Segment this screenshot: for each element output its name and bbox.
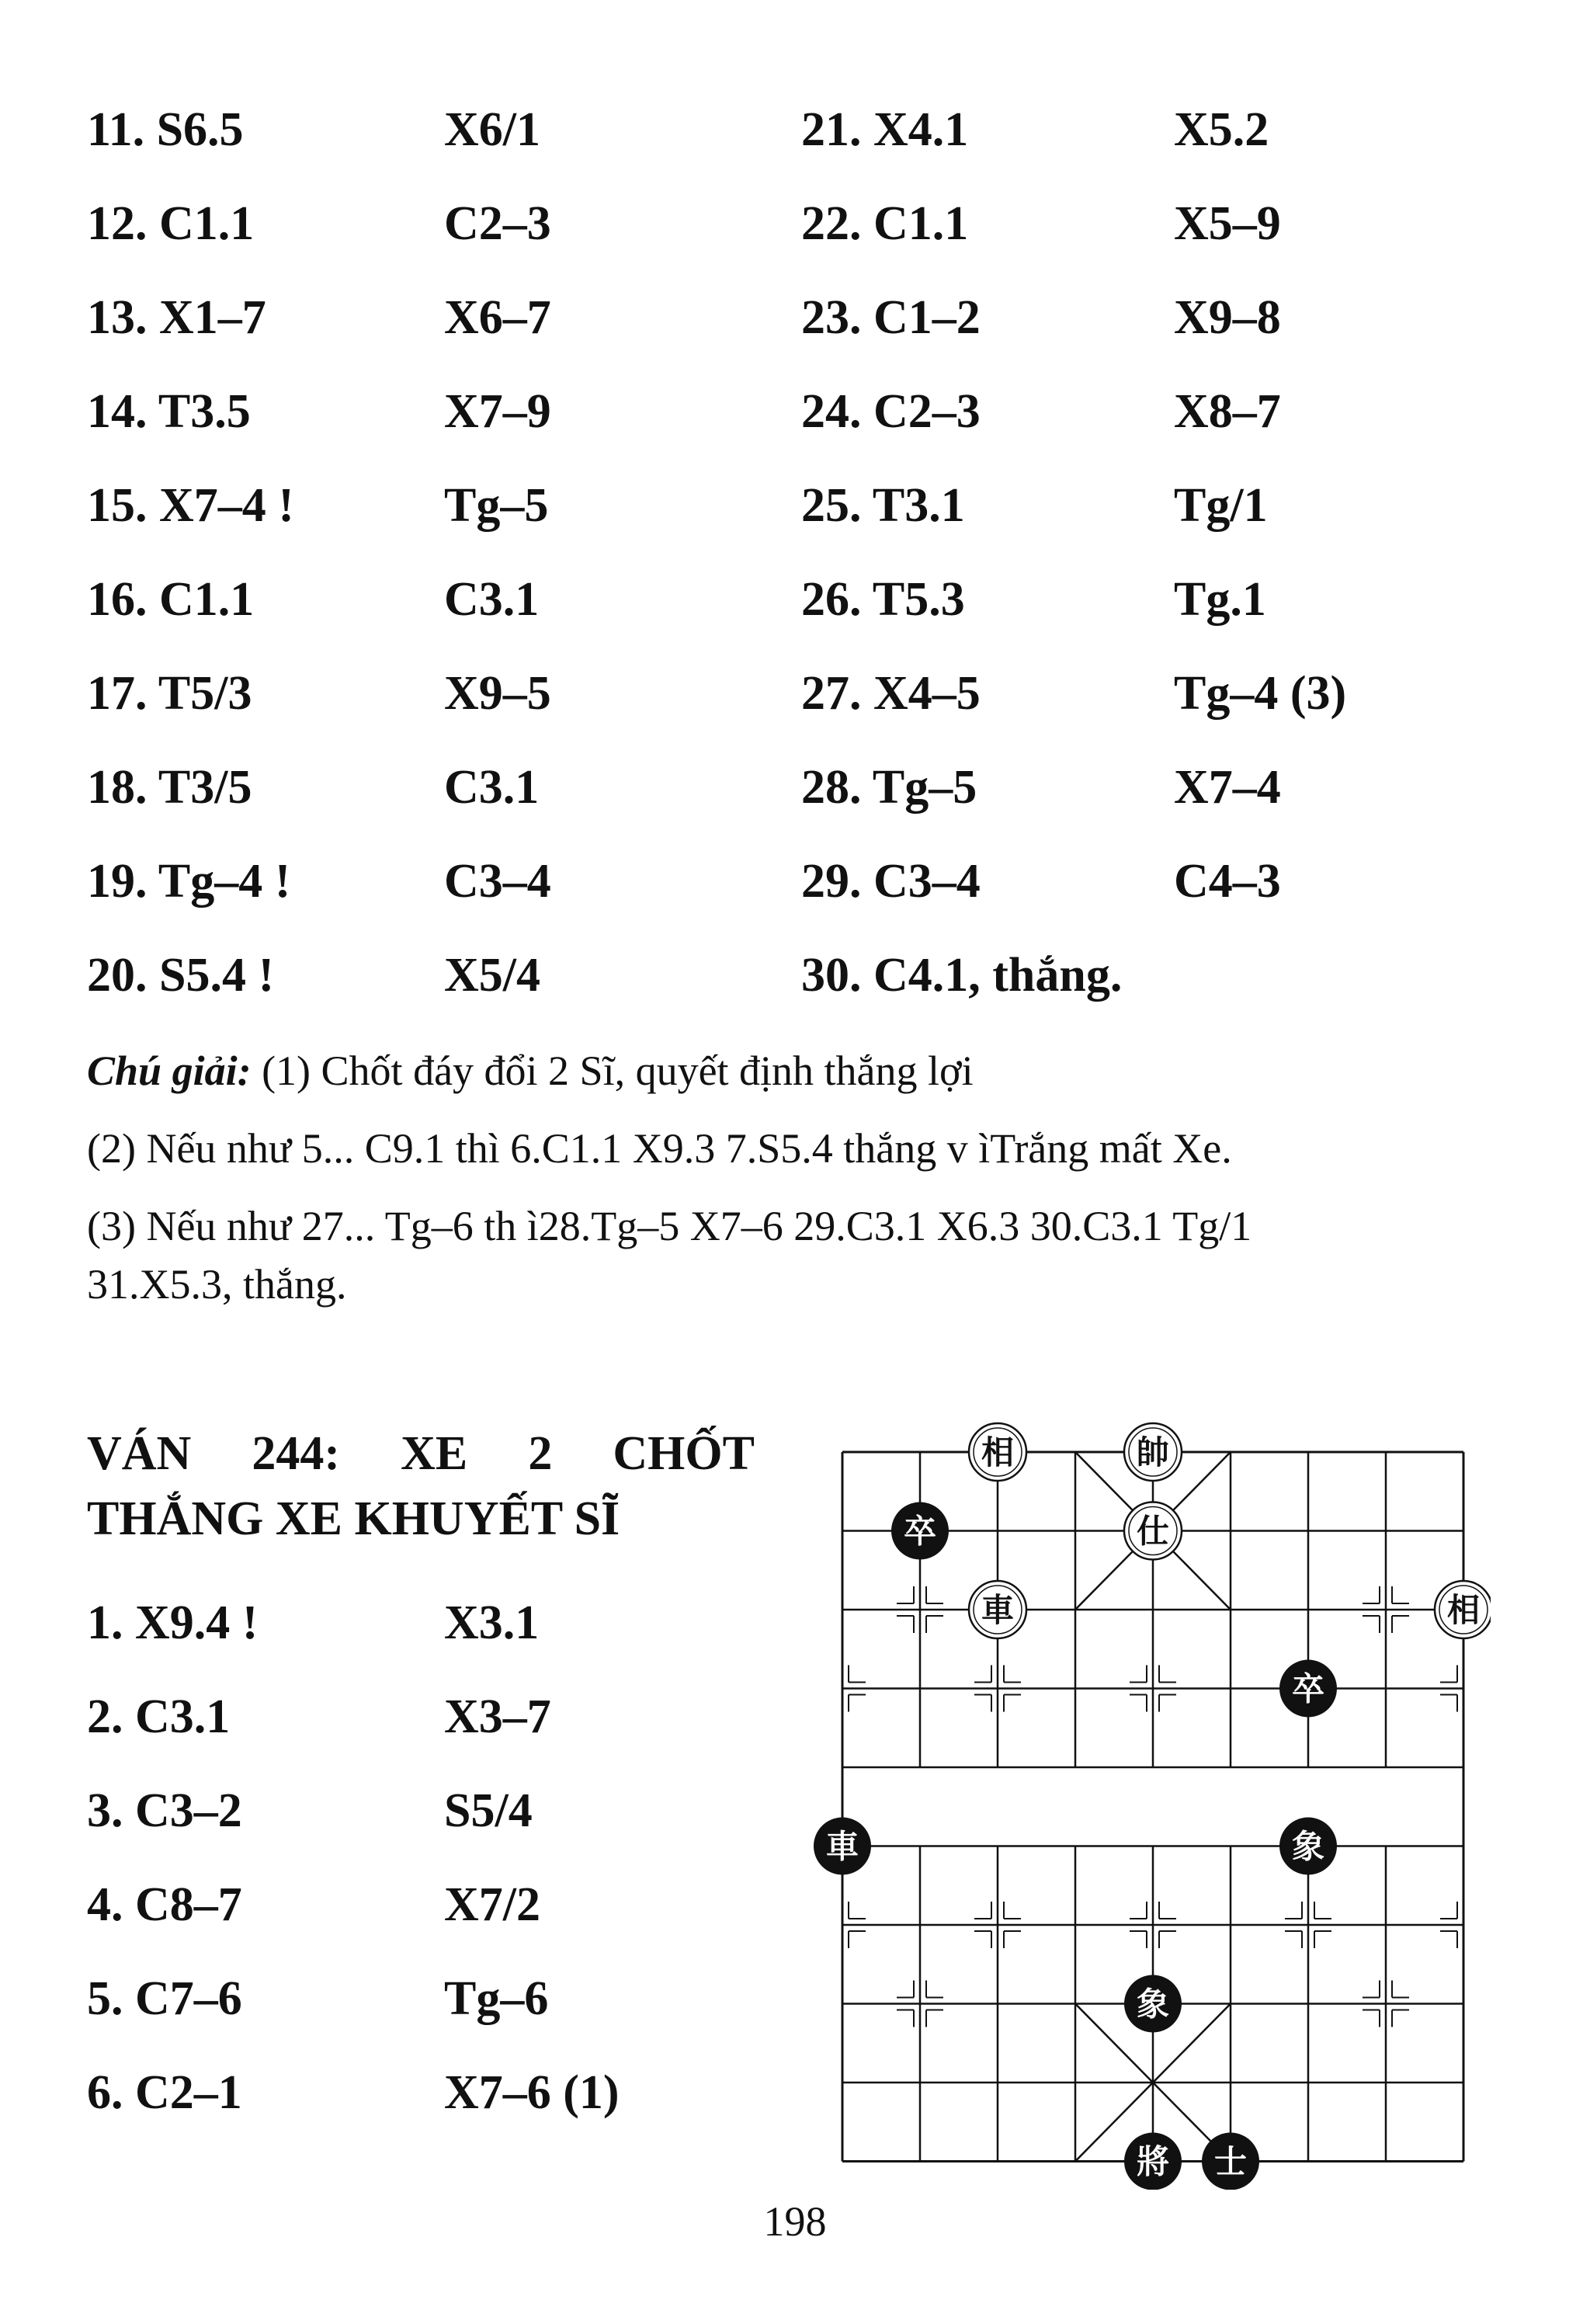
- move-cell: 28. Tg–5: [801, 761, 977, 814]
- red-piece: [1124, 1423, 1182, 1481]
- black-piece: [891, 1502, 949, 1560]
- note-1-text: (1) Chốt đáy đổi 2 Sĩ, quyết định thắng lợi: [251, 1047, 974, 1094]
- move-cell: 19. Tg–4 !: [87, 855, 291, 908]
- note-3: (3) Nếu như 27... Tg–6 th ì28.Tg–5 X7–6 29.C3.1 X6.3 30.C3.1 Tg/1: [87, 1203, 1252, 1249]
- piece-glyph: 相: [1446, 1591, 1481, 1629]
- xiangqi-board: [776, 1390, 1491, 2190]
- black-piece: [1124, 1975, 1182, 2033]
- black-piece: [1279, 1660, 1337, 1718]
- piece-glyph: 象: [1291, 1827, 1325, 1866]
- note-label: Chú giải:: [87, 1047, 252, 1094]
- black-piece: [1279, 1818, 1337, 1875]
- move-cell: 14. T3.5: [87, 385, 251, 438]
- move-cell: 26. T5.3: [801, 573, 965, 626]
- move-cell: 30. C4.1, thắng.: [801, 949, 1123, 1002]
- move-cell: C3–4: [444, 855, 551, 908]
- move-cell: Tg.1: [1174, 573, 1266, 626]
- move-cell: 6. C2–1: [87, 2066, 242, 2119]
- piece-glyph: 士: [1213, 2142, 1248, 2181]
- red-piece: [969, 1423, 1026, 1481]
- piece-glyph: 帥: [1136, 1433, 1170, 1471]
- move-cell: X9–8: [1174, 291, 1281, 344]
- move-cell: X7–6 (1): [444, 2066, 620, 2119]
- move-cell: 1. X9.4 !: [87, 1596, 259, 1649]
- move-cell: 15. X7–4 !: [87, 479, 294, 532]
- move-cell: 17. T5/3: [87, 667, 252, 720]
- piece-glyph: 車: [981, 1591, 1015, 1629]
- move-cell: 24. C2–3: [801, 385, 981, 438]
- move-cell: 16. C1.1: [87, 573, 255, 626]
- move-cell: X3–7: [444, 1690, 551, 1743]
- piece-glyph: 卒: [903, 1512, 937, 1551]
- move-cell: 3. C3–2: [87, 1784, 242, 1837]
- move-cell: X7–9: [444, 385, 551, 438]
- title-word: 244:: [252, 1427, 341, 1480]
- move-cell: 12. C1.1: [87, 197, 255, 250]
- move-cell: Tg–5: [444, 479, 549, 532]
- note-3-continued: 31.X5.3, thắng.: [87, 1261, 347, 1308]
- move-cell: 4. C8–7: [87, 1878, 242, 1931]
- move-cell: S5/4: [444, 1784, 533, 1837]
- move-cell: X5.2: [1174, 103, 1269, 156]
- piece-glyph: 將: [1136, 2142, 1170, 2181]
- piece-glyph: 相: [981, 1433, 1015, 1471]
- move-cell: 2. C3.1: [87, 1690, 231, 1743]
- red-piece: [1124, 1502, 1182, 1560]
- piece-glyph: 象: [1136, 1985, 1170, 2024]
- move-cell: X9–5: [444, 667, 551, 720]
- move-cell: X6–7: [444, 291, 551, 344]
- move-cell: 29. C3–4: [801, 855, 981, 908]
- title-line-2: THẮNG XE KHUYẾT SĨ: [87, 1492, 620, 1545]
- piece-glyph: 車: [825, 1827, 859, 1866]
- move-cell: 21. X4.1: [801, 103, 969, 156]
- move-cell: C3.1: [444, 761, 540, 814]
- game-title: [87, 1421, 755, 1551]
- move-cell: Tg/1: [1174, 479, 1268, 532]
- title-word: 2: [528, 1427, 553, 1480]
- move-cell: 25. T3.1: [801, 479, 965, 532]
- move-cell: 18. T3/5: [87, 761, 252, 814]
- move-cell: X6/1: [444, 103, 540, 156]
- move-cell: 22. C1.1: [801, 197, 969, 250]
- move-cell: 23. C1–2: [801, 291, 981, 344]
- black-piece: [1202, 2133, 1259, 2190]
- move-cell: X3.1: [444, 1596, 540, 1649]
- piece-glyph: 仕: [1136, 1512, 1170, 1551]
- move-cell: C4–3: [1174, 855, 1281, 908]
- move-cell: 5. C7–6: [87, 1972, 242, 2025]
- piece-glyph: 卒: [1291, 1669, 1325, 1708]
- black-piece: [814, 1818, 871, 1875]
- title-word: CHỐT: [613, 1427, 755, 1480]
- note-1: [87, 1046, 974, 1096]
- title-word: XE: [401, 1427, 468, 1480]
- page-number: 198: [763, 2198, 827, 2245]
- move-cell: X7–4: [1174, 761, 1281, 814]
- move-cell: 11. S6.5: [87, 103, 244, 156]
- move-cell: X5/4: [444, 949, 540, 1002]
- move-cell: X5–9: [1174, 197, 1281, 250]
- move-cell: C3.1: [444, 573, 540, 626]
- red-piece: [969, 1581, 1026, 1638]
- move-cell: 20. S5.4 !: [87, 949, 275, 1002]
- red-piece: [1435, 1581, 1491, 1638]
- move-cell: 27. X4–5: [801, 667, 981, 720]
- black-piece: [1124, 2133, 1182, 2190]
- move-cell: 13. X1–7: [87, 291, 266, 344]
- note-2: (2) Nếu như 5... C9.1 thì 6.C1.1 X9.3 7.S5.4 thắng v ìTrắng mất Xe.: [87, 1125, 1232, 1172]
- move-cell: Tg–4 (3): [1174, 667, 1347, 720]
- title-word: VÁN: [87, 1427, 192, 1480]
- move-cell: X8–7: [1174, 385, 1281, 438]
- move-cell: X7/2: [444, 1878, 540, 1931]
- move-cell: Tg–6: [444, 1972, 549, 2025]
- move-cell: C2–3: [444, 197, 551, 250]
